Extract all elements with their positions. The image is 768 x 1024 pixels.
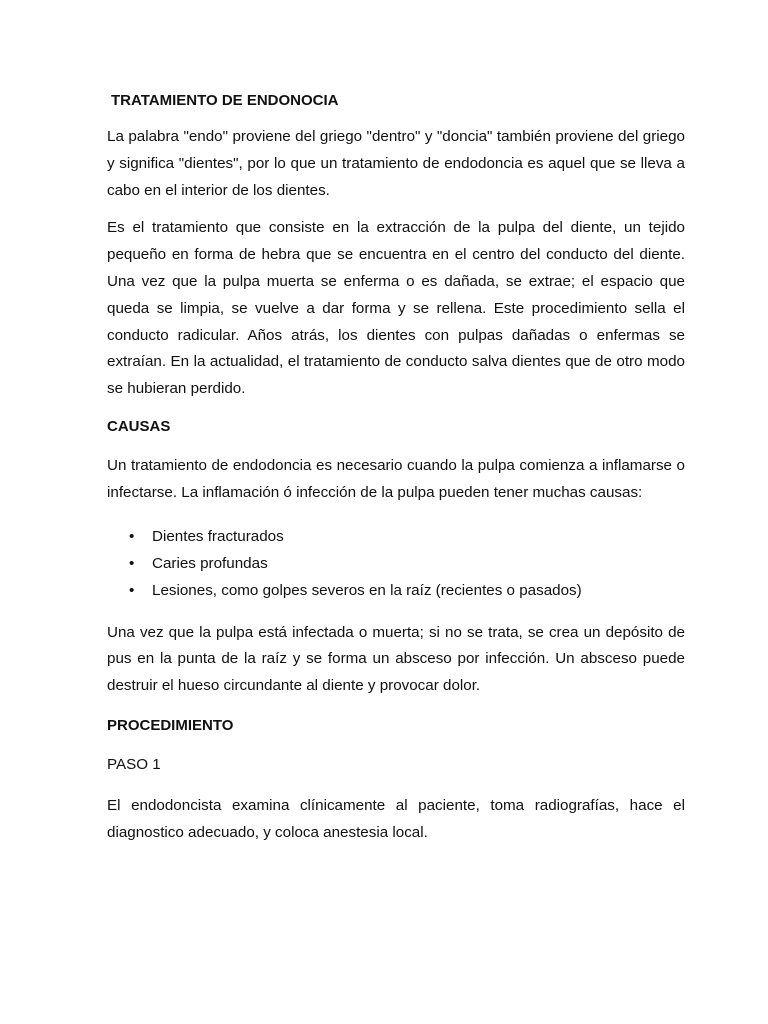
list-item — [107, 550, 685, 577]
list-item-text: Lesiones, como golpes severos en la raíz (recientes o pasados) — [152, 581, 582, 599]
paragraph-infection: Una vez que la pulpa está infectada o muerta; si no se trata, se crea un depósito de pus en la punta de la raíz y se forma un absceso por infección. Un absceso puede destruir el hueso circundante al diente y provocar dolor. — [107, 623, 685, 695]
paragraph-causes-intro: Un tratamiento de endodoncia es necesario cuando la pulpa comienza a inflamarse o infectarse. La inflamación ó infección de la pulpa pueden tener muchas causas: — [107, 456, 685, 501]
paragraph-definition: Es el tratamiento que consiste en la extracción de la pulpa del diente, un tejido pequeño en forma de hebra que se encuentra en el centro del conducto del diente. Una vez que la pulpa muerta se enferma o es dañada, se extrae; el espacio que queda se limpia, se vuelve a dar forma y se rellena. Este procedimiento sella el conducto radicular. Años atrás, los dientes con pulpas dañadas o enfermas se extraían. En la actualidad, el tratamiento de conducto salva dientes que de otro modo se hubieran perdido. — [107, 219, 685, 398]
list-item — [107, 523, 685, 550]
causes-list — [107, 523, 685, 604]
document-title: TRATAMIENTO DE ENDONOCIA — [111, 92, 339, 109]
heading-procedimiento: PROCEDIMIENTO — [107, 716, 234, 734]
step-label: PASO 1 — [107, 755, 161, 773]
paragraph-step-1: El endodoncista examina clínicamente al paciente, toma radiografías, hace el diagnostico adecuado, y coloca anestesia local. — [107, 796, 685, 841]
document-page — [107, 90, 685, 847]
list-item-text: Caries profundas — [152, 554, 268, 572]
paragraph-etymology: La palabra "endo" proviene del griego "dentro" y "doncia" también proviene del griego y significa "dientes", por lo que un tratamiento de endodoncia es aquel que se lleva a cabo en el interior de los dientes. — [107, 128, 685, 199]
bullet-icon: • — [129, 581, 135, 599]
bullet-icon: • — [129, 527, 135, 545]
list-item — [107, 577, 685, 604]
heading-causas: CAUSAS — [107, 417, 171, 435]
bullet-icon: • — [129, 554, 135, 572]
list-item-text: Dientes fracturados — [152, 527, 284, 545]
